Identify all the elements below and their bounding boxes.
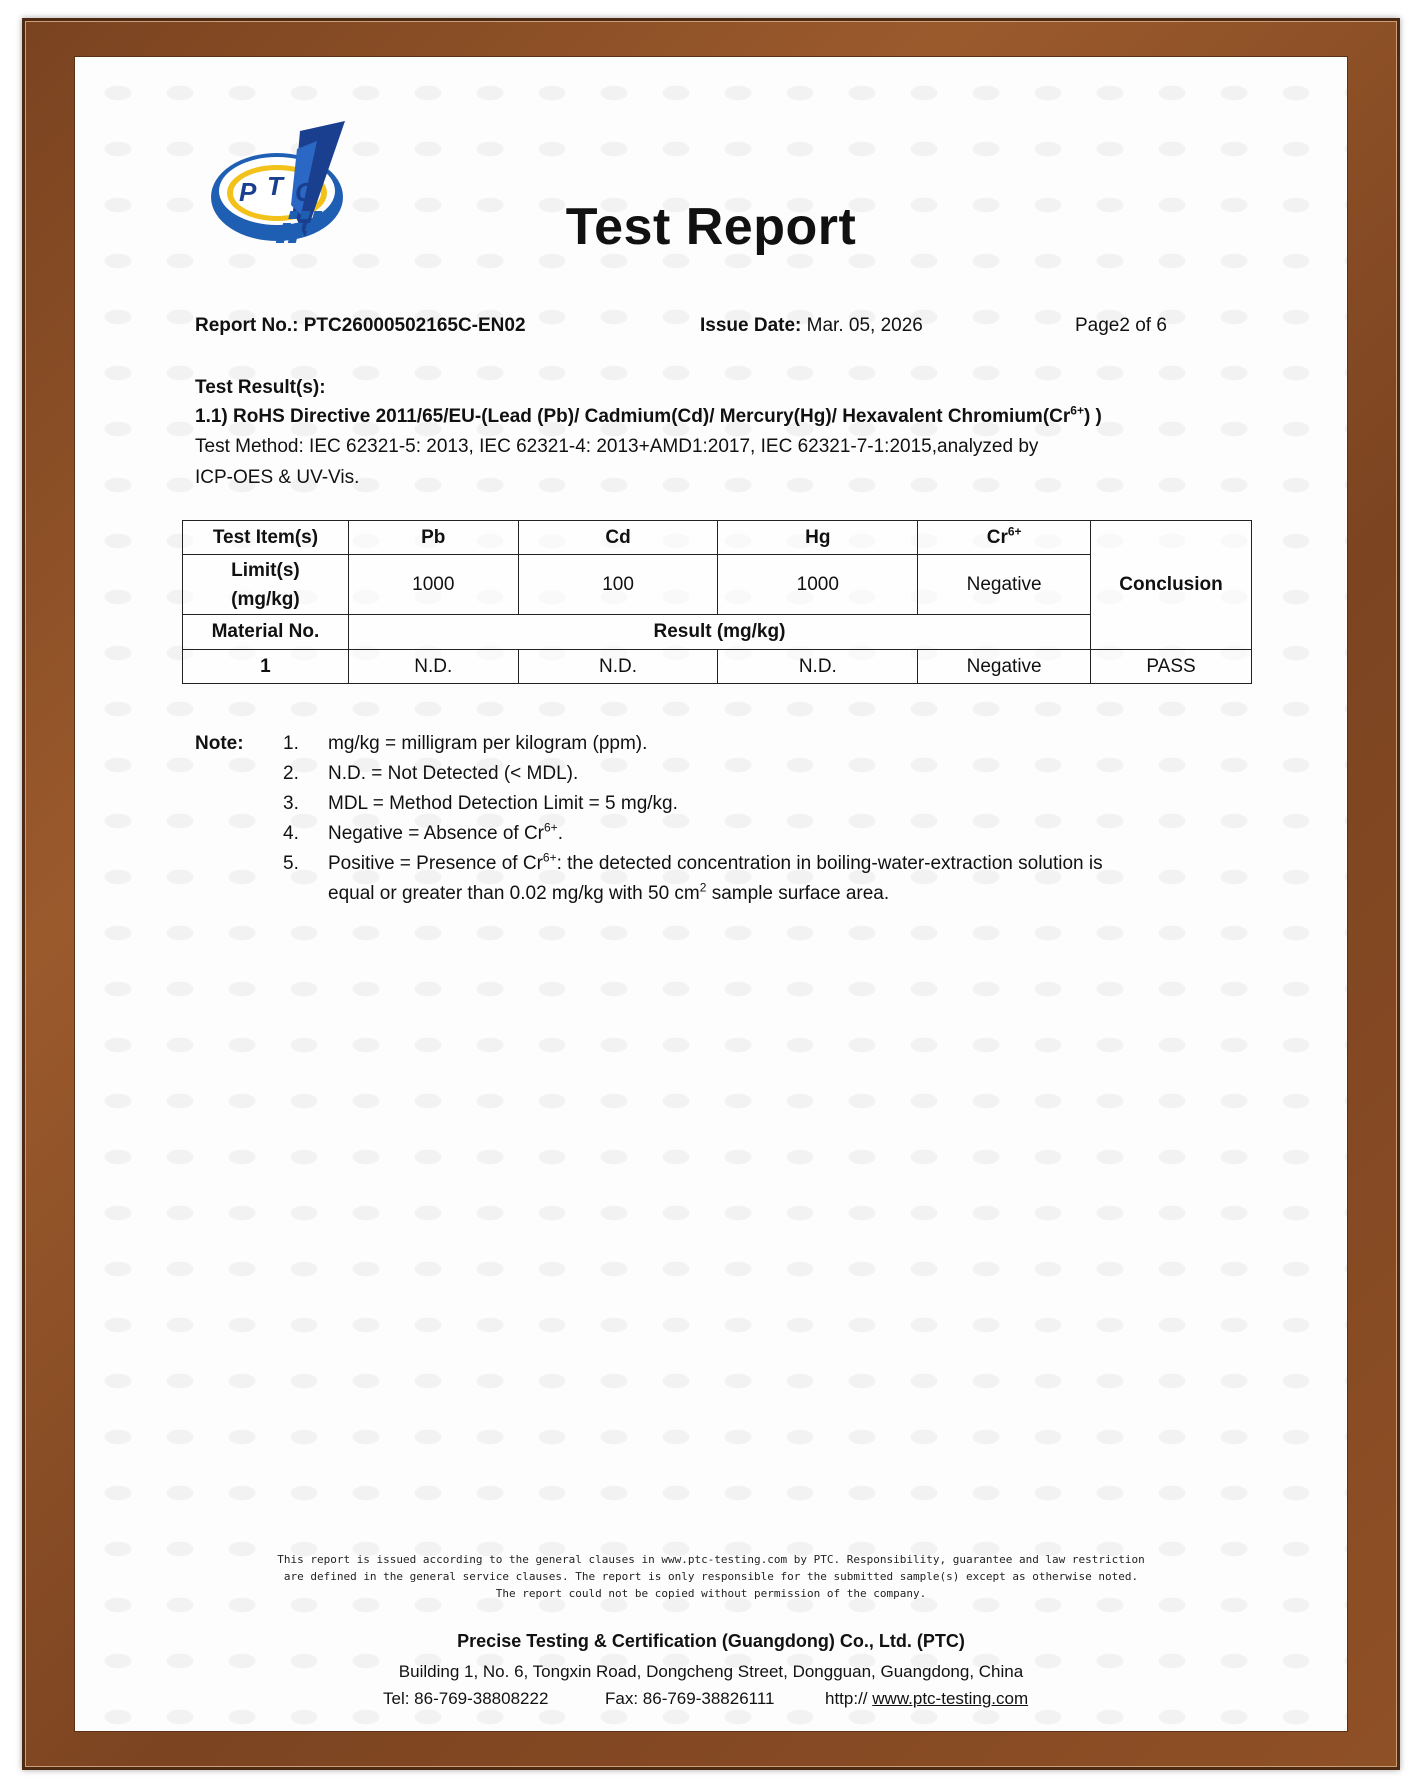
company-name: Precise Testing & Certification (Guangdong) Co., Ltd. (PTC) bbox=[457, 1631, 965, 1651]
report-number-value: PTC26000502165C-EN02 bbox=[303, 315, 526, 336]
material-number: 1 bbox=[183, 650, 349, 684]
cd-header: Cd bbox=[518, 521, 718, 555]
note-item bbox=[283, 729, 647, 759]
limit-pb: 1000 bbox=[348, 555, 518, 615]
table-row bbox=[183, 650, 1252, 684]
test-method-line-1: Test Method: IEC 62321-5: 2013, IEC 62321-4: 2013+AMD1:2017, IEC 62321-7-1:2015,analyzed by bbox=[195, 436, 1039, 457]
limit-hg: 1000 bbox=[718, 555, 918, 615]
report-number-label: Report No.: bbox=[195, 315, 299, 336]
result-pb: N.D. bbox=[348, 650, 518, 684]
result-cr: Negative bbox=[918, 650, 1091, 684]
page-title: Test Report bbox=[565, 198, 857, 256]
note-number: 3. bbox=[283, 793, 299, 814]
website-link[interactable]: www.ptc-testing.com bbox=[872, 1689, 1029, 1708]
subheading-sup: 6+ bbox=[1070, 403, 1084, 418]
company-tel: Tel: 86-769-38808222 bbox=[383, 1689, 549, 1708]
note-text: N.D. = Not Detected (< MDL). bbox=[328, 763, 579, 784]
issue-date-value: Mar. 05, 2026 bbox=[806, 315, 923, 336]
note-text bbox=[328, 819, 563, 849]
disclaimer-line-2: are defined in the general service clauses. The report is only responsible for the submitted sample(s) except as otherwise noted. bbox=[283, 1570, 1139, 1583]
limits-label-2: (mg/kg) bbox=[231, 588, 300, 610]
material-header: Material No. bbox=[183, 615, 349, 650]
footer-disclaimer bbox=[75, 1551, 1347, 1602]
test-method-line-2: ICP-OES & UV-Vis. bbox=[195, 467, 360, 488]
website-prefix: http:// bbox=[825, 1689, 868, 1708]
svg-text:T: T bbox=[267, 171, 283, 201]
results-table bbox=[182, 520, 1252, 684]
cr-header-text: Cr bbox=[986, 526, 1008, 548]
table-header-row bbox=[183, 521, 1252, 555]
limits-label bbox=[183, 555, 349, 615]
limits-label-1: Limit(s) bbox=[231, 559, 300, 581]
test-results-heading: Test Result(s): bbox=[195, 377, 326, 398]
svg-text:C: C bbox=[295, 177, 314, 207]
note-number: 5. bbox=[283, 853, 299, 874]
cr-header-sup: 6+ bbox=[1007, 524, 1022, 539]
report-page bbox=[75, 57, 1347, 1731]
note-item bbox=[283, 849, 1103, 909]
note-text: mg/kg = milligram per kilogram (ppm). bbox=[328, 733, 648, 754]
company-website[interactable] bbox=[825, 1689, 1028, 1709]
test-item-header: Test Item(s) bbox=[183, 521, 349, 555]
note-text-a: Positive = Presence of Cr bbox=[328, 853, 543, 874]
subheading-suffix: ) ) bbox=[1083, 406, 1102, 427]
note-number: 1. bbox=[283, 733, 299, 754]
cr-header bbox=[918, 521, 1091, 555]
hg-header: Hg bbox=[718, 521, 918, 555]
note-item bbox=[283, 789, 678, 819]
report-number bbox=[195, 315, 526, 337]
pb-header: Pb bbox=[348, 521, 518, 555]
disclaimer-line-1: This report is issued according to the general clauses in www.ptc-testing.com by PTC. Responsibility, guarantee and law restriction bbox=[277, 1553, 1145, 1566]
note-text: MDL = Method Detection Limit = 5 mg/kg. bbox=[328, 793, 678, 814]
wooden-frame bbox=[22, 18, 1400, 1770]
note-text-b: : the detected concentration in boiling-water-extraction solution is bbox=[556, 853, 1103, 874]
note-sup: 2 bbox=[699, 880, 707, 895]
note-number: 2. bbox=[283, 763, 299, 784]
issue-date bbox=[700, 315, 923, 337]
svg-text:P: P bbox=[239, 177, 257, 207]
company-address: Building 1, No. 6, Tongxin Road, Dongcheng Street, Dongguan, Guangdong, China bbox=[398, 1662, 1024, 1681]
notes-label: Note: bbox=[195, 733, 244, 754]
result-hg: N.D. bbox=[718, 650, 918, 684]
conclusion-header: Conclusion bbox=[1091, 521, 1252, 650]
note-sup: 6+ bbox=[542, 850, 557, 865]
note-number: 4. bbox=[283, 823, 299, 844]
page-number: Page2 of 6 bbox=[1075, 315, 1167, 336]
disclaimer-line-3: The report could not be copied without permission of the company. bbox=[495, 1587, 927, 1600]
result-conclusion: PASS bbox=[1091, 650, 1252, 684]
note-text-b: . bbox=[557, 823, 563, 844]
note-text-line2-b: sample surface area. bbox=[706, 883, 890, 904]
subheading-prefix: 1.1) RoHS Directive 2011/65/EU-(Lead (Pb)/ Cadmium(Cd)/ Mercury(Hg)/ Hexavalent Chromium(Cr bbox=[195, 406, 1071, 427]
rohs-subheading bbox=[195, 403, 1102, 428]
result-header: Result (mg/kg) bbox=[348, 615, 1090, 650]
limit-cd: 100 bbox=[518, 555, 718, 615]
note-item bbox=[283, 759, 578, 789]
note-item bbox=[283, 819, 563, 849]
limit-cr: Negative bbox=[918, 555, 1091, 615]
result-cd: N.D. bbox=[518, 650, 718, 684]
note-text bbox=[328, 849, 1103, 909]
company-fax: Fax: 86-769-38826111 bbox=[605, 1689, 775, 1708]
issue-date-label: Issue Date: bbox=[700, 315, 802, 336]
note-text-a: Negative = Absence of Cr bbox=[328, 823, 544, 844]
note-sup: 6+ bbox=[544, 820, 558, 835]
note-text-line2-a: equal or greater than 0.02 mg/kg with 50 cm bbox=[328, 883, 700, 904]
